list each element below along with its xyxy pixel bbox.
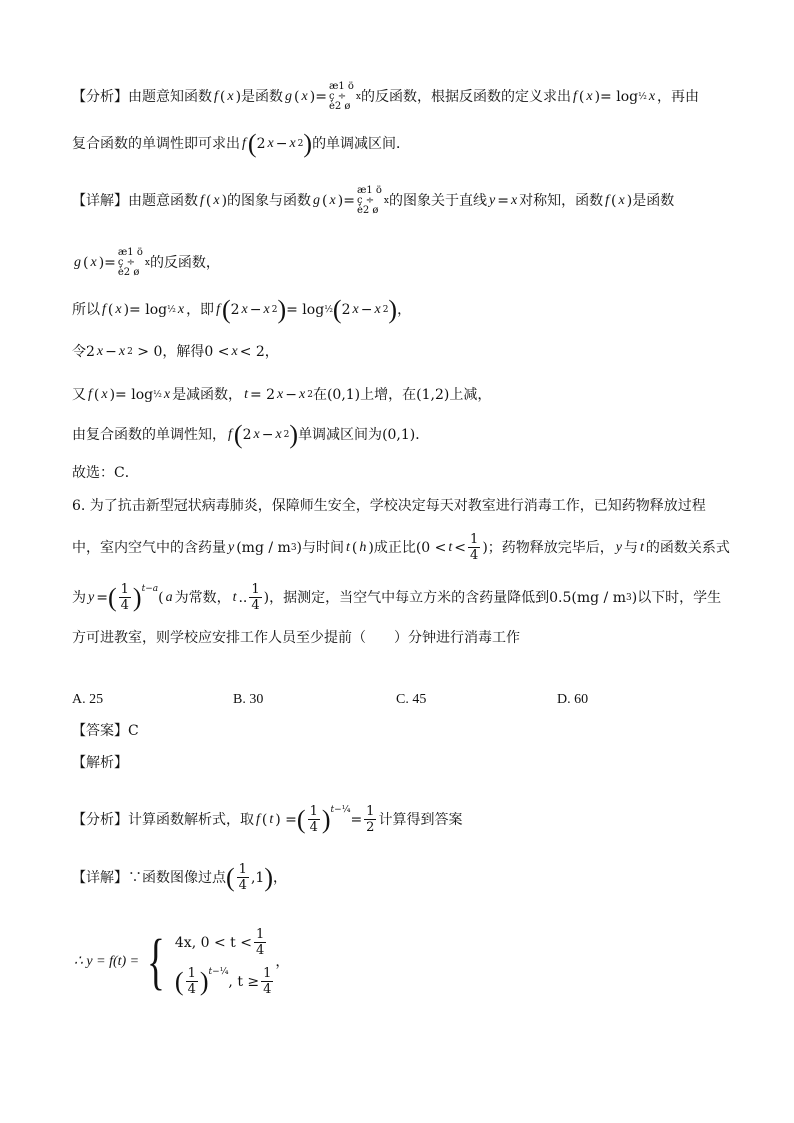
option-b[interactable]: B. 30 bbox=[233, 692, 264, 707]
question-6-line-3: 为 y = ( $\frac{1}{4}$ ) t−a ( a 为常数， t .. $\frac{1}{4}$ ) ，据测定，当空气中每立方米的含药量降低到 0.5(mg / m 3 ) 以下时，学生 bbox=[72, 582, 722, 613]
detail-line-3: 所以 f ( x ) = log ½ x ，即 f ( 2 x − x 2 ) = log ½ ( 2 x − x 2 ) ， bbox=[72, 295, 412, 324]
detail-line-4: 令 2 x − x 2 > 0 ，解得 0 < x < 2 ， bbox=[72, 344, 279, 360]
garbled-formula: æ1 ö ç ÷ è2 ø bbox=[328, 81, 354, 112]
detail-line-5: 又 f ( x ) = log ½ x 是减函数， t = 2 x − x 2 在 (0,1) 上增，在 (1,2) 上减， bbox=[72, 387, 492, 403]
fraction-quarter: $\frac{1}{4}$ bbox=[470, 532, 479, 563]
piecewise-function: ∴ y = f(t) = { 4x, 0 < t < $\frac{1}{4}$ ( $\frac{1}{4}$ ) t−¼ , t ≥ $\frac{1}{4}$ ， bbox=[74, 927, 290, 997]
detail-2-line: 【详解】 ∵函数图像过点 ( $\frac{1}{4}$ ,1 ) ， bbox=[72, 862, 287, 893]
choice-line: 故选：C． bbox=[72, 465, 139, 481]
question-6-line-1: 6. 为了抗击新型冠状病毒肺炎，保障师生安全，学校决定每天对教室进行消毒工作，已知药物释放过程 bbox=[72, 498, 706, 514]
answer-value: C bbox=[128, 723, 139, 739]
left-brace: { bbox=[147, 928, 165, 996]
question-6-line-2: 中，室内空气中的含药量 y (mg / m 3 ) 与时间 t ( h ) 成正比 (0 < t < $\frac{1}{4}$ ) ；药物释放完毕后， y 与 t 的函数关系式 bbox=[72, 532, 730, 563]
answer-tag: 【答案】 bbox=[72, 723, 128, 739]
detail-line-2: g ( x ) = æ1 ö ç ÷ è2 ø x 的反函数， bbox=[74, 247, 220, 278]
math-fx: f bbox=[214, 89, 218, 104]
analysis-heading: 【解析】 bbox=[72, 755, 128, 771]
answer-line bbox=[72, 721, 139, 741]
analysis-line-1: 【分析】 由题意知函数 f ( x ) 是函数 g ( x ) = æ1 ö ç ÷ è2 ø x 的反函数，根据反函数的定义求出 f ( x ) = log ½ x ，再由 bbox=[72, 81, 700, 112]
analysis-line-2: 复合函数的单调性即可求出 f ( 2 x − x 2 ) 的单调减区间． bbox=[72, 129, 411, 158]
detail-line-1: 【详解】 由题意函数 f ( x ) 的图象与函数 g ( x ) = æ1 ö ç ÷ è2 ø x 的图象关于直线 y = x 对称知，函数 f ( x ) 是函数 bbox=[72, 185, 675, 216]
analysis-2-line: 【分析】 计算函数解析式，取 f ( t ) = ( $\frac{1}{4}$ ) t−¼ = $\frac{1}{2}$ 计算得到答案 bbox=[72, 804, 463, 835]
detail-tag: 【详解】 bbox=[72, 193, 128, 209]
option-c[interactable]: C. 45 bbox=[396, 692, 427, 707]
option-d[interactable]: D. 60 bbox=[557, 692, 589, 707]
option-a[interactable]: A. 25 bbox=[72, 692, 104, 707]
detail-line-6: 由复合函数的单调性知， f ( 2 x − x 2 ) 单调减区间为 (0,1) ． bbox=[72, 420, 430, 449]
question-6-line-4: 方可进教室，则学校应安排工作人员至少提前（ ）分钟进行消毒工作 bbox=[72, 630, 520, 646]
analysis-tag: 【分析】 bbox=[72, 89, 128, 105]
